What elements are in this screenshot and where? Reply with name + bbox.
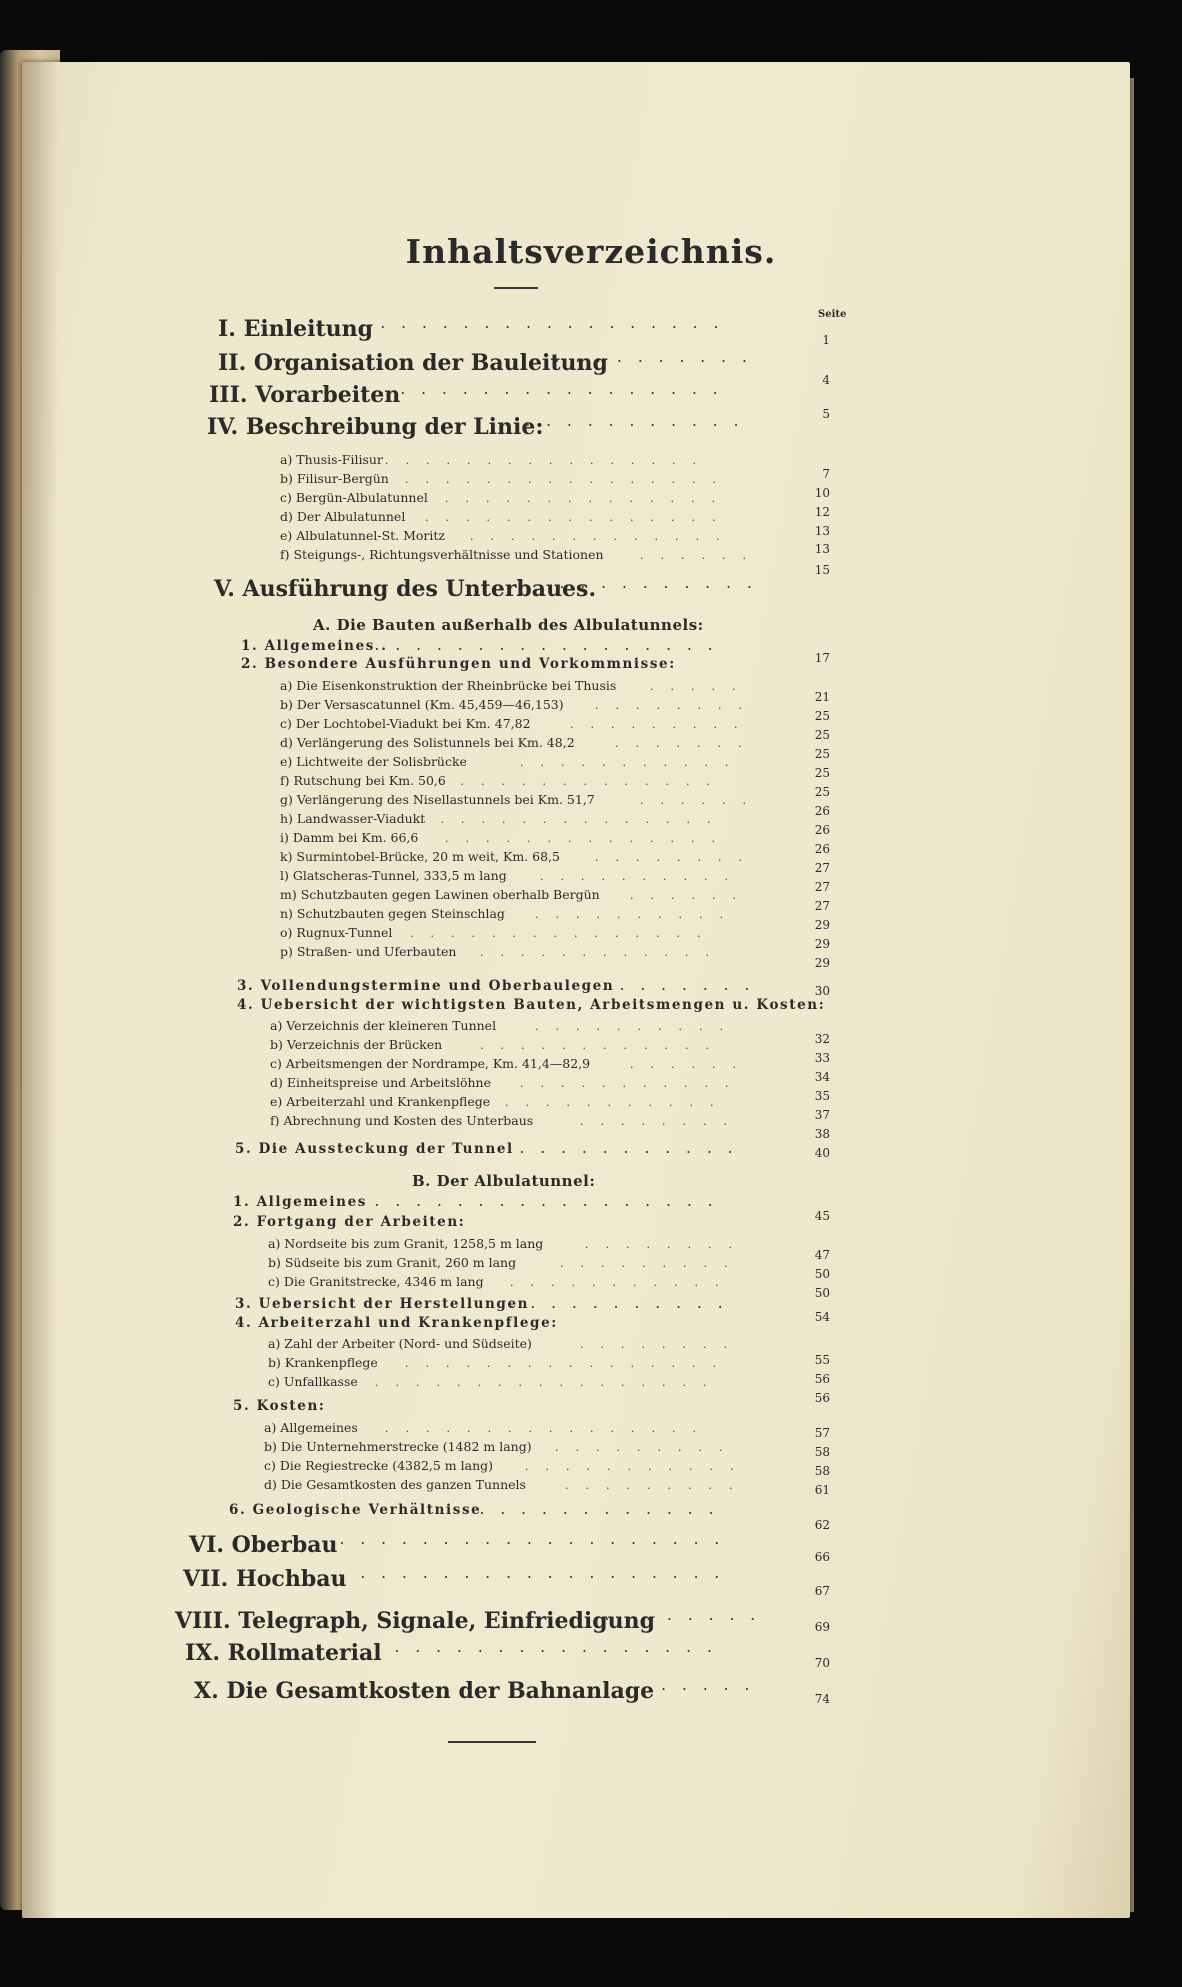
toc-entry-label: 4. Arbeiterzahl und Krankenpflege: — [235, 1315, 558, 1331]
toc-entry — [214, 576, 769, 602]
dot-leader: .......... — [535, 1020, 740, 1033]
toc-entry-label: 5. Kosten: — [233, 1398, 326, 1414]
toc-entry-label: VIII. Telegraph, Signale, Einfriedigung — [175, 1608, 655, 1634]
toc-entry — [280, 944, 726, 959]
dot-leader: ............ — [480, 946, 726, 959]
toc-entry-label: a) Verzeichnis der kleineren Tunnel — [270, 1018, 497, 1033]
dot-leader: ................. — [375, 640, 730, 653]
toc-entry-label: b) Südseite bis zum Granit, 260 m lang — [268, 1255, 517, 1270]
dot-leader: ......... — [555, 1441, 740, 1454]
page-number: 61 — [814, 1483, 830, 1497]
page-number: 27 — [814, 861, 830, 875]
page-number: 58 — [814, 1445, 830, 1459]
page-number: 69 — [814, 1620, 830, 1634]
toc-entry-label: B. Der Albulatunnel: — [412, 1172, 596, 1190]
toc-entry — [237, 978, 766, 994]
toc-entry — [280, 925, 718, 940]
toc-entry — [280, 716, 755, 731]
dot-leader: ........ — [580, 1115, 744, 1128]
toc-entry — [313, 616, 704, 634]
dot-leader: .............. — [445, 492, 732, 505]
dot-leader: ........... — [520, 756, 746, 769]
page-number: 57 — [814, 1426, 830, 1440]
dot-leader: ................ — [405, 1357, 733, 1370]
page-number: 26 — [814, 804, 830, 818]
dot-leader: ............... — [410, 927, 718, 940]
toc-entry-label: m) Schutzbauten gegen Lawinen oberhalb Bergün — [280, 887, 600, 902]
page-number: 25 — [814, 747, 830, 761]
toc-entry — [280, 471, 733, 486]
page-title: Inhaltsverzeichnis. — [405, 232, 777, 271]
dot-leader: ............... — [420, 813, 728, 826]
dot-leader: ........ — [605, 1610, 772, 1623]
toc-entry — [280, 528, 737, 543]
toc-entry-label: 2. Besondere Ausführungen und Vorkommnisse: — [241, 656, 676, 672]
toc-entry-label: b) Die Unternehmerstrecke (1482 m lang) — [264, 1439, 532, 1454]
toc-entry-label: c) Die Granitstrecke, 4346 m lang — [268, 1274, 484, 1289]
toc-entry — [280, 754, 746, 769]
seite-column-label: Seite — [818, 309, 847, 320]
toc-entry — [280, 868, 745, 883]
page-number: 13 — [814, 524, 830, 538]
dot-leader: ........... — [510, 1298, 740, 1311]
page-number: 29 — [814, 956, 830, 970]
page-number: 13 — [814, 542, 830, 556]
toc-entry-label: e) Albulatunnel-St. Moritz — [280, 528, 446, 543]
toc-entry-label: g) Verlängerung des Nisellastunnels bei Km. 51,7 — [280, 792, 595, 807]
dot-leader: ............ — [480, 1039, 726, 1052]
toc-entry-label: 1. Allgemeines — [233, 1194, 367, 1210]
toc-entry — [268, 1336, 744, 1351]
dot-leader: ...... — [640, 549, 763, 562]
toc-entry — [268, 1374, 724, 1389]
toc-entry — [270, 1037, 726, 1052]
toc-entry-label: d) Der Albulatunnel — [280, 509, 406, 524]
toc-entry-label: II. Organisation der Bauleitung — [218, 350, 608, 376]
toc-entry-label: 5. Die Aussteckung der Tunnel — [235, 1141, 514, 1157]
page-number: 67 — [814, 1584, 830, 1598]
dot-leader: ................... — [340, 1568, 736, 1581]
toc-entry — [264, 1439, 740, 1454]
dot-leader: ........... — [520, 1077, 746, 1090]
toc-entry-label: c) Arbeitsmengen der Nordrampe, Km. 41,4—82,9 — [270, 1056, 591, 1071]
toc-entry — [237, 997, 825, 1013]
toc-entry — [280, 490, 732, 505]
dot-leader: ...... — [630, 1058, 753, 1071]
toc-entry — [218, 350, 764, 376]
toc-entry-label: n) Schutzbauten gegen Steinschlag — [280, 906, 505, 921]
toc-entry-label: e) Lichtweite der Solisbrücke — [280, 754, 467, 769]
toc-entry — [270, 1113, 744, 1128]
toc-entry — [235, 1296, 740, 1312]
page-number: 58 — [814, 1464, 830, 1478]
dot-leader: ...... — [630, 889, 753, 902]
toc-entry-label: 3. Vollendungstermine und Oberbaulegen — [237, 978, 615, 994]
page-number: 32 — [814, 1032, 830, 1046]
toc-entry-label: a) Allgemeines — [264, 1420, 358, 1435]
toc-entry — [280, 811, 728, 826]
toc-entry-label: 6. Geologische Verhältnisse — [229, 1502, 482, 1518]
toc-entry-label: e) Arbeiterzahl und Krankenpflege — [270, 1094, 491, 1109]
dot-leader: ........... — [525, 1460, 751, 1473]
dot-leader: .......... — [540, 870, 745, 883]
dot-leader: ....... — [620, 980, 766, 993]
page-number: 27 — [814, 880, 830, 894]
dot-leader: ............. — [470, 530, 737, 543]
toc-entry — [264, 1420, 713, 1435]
toc-entry-label: VI. Oberbau — [189, 1532, 338, 1558]
page-number: 26 — [814, 823, 830, 837]
toc-entry — [229, 1502, 730, 1518]
toc-entry-label: f) Abrechnung und Kosten des Unterbaus — [270, 1113, 534, 1128]
toc-entry — [270, 1094, 731, 1109]
dot-leader: .......... — [555, 352, 764, 365]
toc-entry — [264, 1477, 750, 1492]
dot-leader: ................ — [385, 1422, 713, 1435]
toc-entry — [189, 1532, 736, 1558]
toc-entry — [233, 1194, 730, 1210]
page-number: 7 — [822, 467, 830, 481]
toc-entry — [233, 1398, 325, 1414]
page-number: 30 — [814, 984, 830, 998]
dot-leader: ........... — [505, 1096, 731, 1109]
dot-leader: .............. — [440, 775, 727, 788]
toc-entry — [268, 1355, 733, 1370]
toc-entry-label: 1. Allgemeines . — [241, 638, 388, 654]
toc-entry — [268, 1255, 745, 1270]
page-number: 25 — [814, 785, 830, 799]
toc-entry-label: d) Die Gesamtkosten des ganzen Tunnels — [264, 1477, 526, 1492]
dot-leader: ......... — [560, 1257, 745, 1270]
toc-entry — [280, 547, 763, 562]
toc-entry — [233, 1214, 465, 1230]
page-number: 50 — [814, 1286, 830, 1300]
page-number: 74 — [814, 1692, 830, 1706]
toc-entry-label: b) Filisur-Bergün — [280, 471, 389, 486]
dot-leader: ................. — [375, 1196, 730, 1209]
toc-entry-label: a) Thusis-Filisur — [280, 452, 383, 467]
page-number: 47 — [814, 1248, 830, 1262]
toc-entry-label: IX. Rollmaterial — [185, 1640, 382, 1666]
page-number: 25 — [814, 766, 830, 780]
toc-entry — [207, 414, 755, 440]
page-number: 33 — [814, 1051, 830, 1065]
toc-entry-label: 3. Uebersicht der Herstellungen — [235, 1296, 530, 1312]
toc-entry — [280, 906, 740, 921]
dot-leader: ......... — [570, 718, 755, 731]
dot-leader: ........... — [520, 1143, 750, 1156]
toc-entry-label: a) Nordseite bis zum Granit, 1258,5 m lang — [268, 1236, 544, 1251]
dot-leader: ................. — [380, 384, 735, 397]
toc-entry-label: a) Die Eisenkonstruktion der Rheinbrücke bei Thusis — [280, 678, 617, 693]
dot-leader: .......... — [560, 578, 769, 591]
page-number: 27 — [814, 899, 830, 913]
page-number: 26 — [814, 842, 830, 856]
page-number: 17 — [814, 651, 830, 665]
page-number: 35 — [814, 1089, 830, 1103]
toc-entry — [241, 638, 730, 654]
dot-leader: ............ — [480, 1504, 730, 1517]
toc-entry-label: IV. Beschreibung der Linie: — [207, 414, 544, 440]
toc-entry — [268, 1274, 736, 1289]
dot-leader: ................ — [385, 454, 713, 467]
toc-entry-label: a) Zahl der Arbeiter (Nord- und Südseite) — [268, 1336, 532, 1351]
toc-entry-label: V. Ausführung des Unterbaues. — [214, 576, 597, 602]
toc-entry — [194, 1678, 766, 1704]
toc-entry — [185, 1640, 729, 1666]
page-number: 12 — [814, 505, 830, 519]
dot-leader: ................ — [405, 473, 733, 486]
dot-leader: .......... — [535, 908, 740, 921]
toc-entry — [280, 792, 763, 807]
dot-leader: ........ — [595, 851, 759, 864]
toc-entry-label: 2. Fortgang der Arbeiten: — [233, 1214, 466, 1230]
toc-entry — [270, 1056, 753, 1071]
toc-entry-label: I. Einleitung — [218, 316, 373, 342]
page-number: 29 — [814, 918, 830, 932]
toc-entry — [412, 1172, 595, 1190]
toc-entry-label: c) Unfallkasse — [268, 1374, 358, 1389]
toc-entry-label: c) Der Lochtobel-Viadukt bei Km. 47,82 — [280, 716, 531, 731]
dot-leader: ....... — [620, 1680, 766, 1693]
page-number: 50 — [814, 1267, 830, 1281]
toc-entry-label: III. Vorarbeiten — [209, 382, 401, 408]
toc-entry — [209, 382, 735, 408]
dot-leader: ................. — [375, 1376, 724, 1389]
page-number: 40 — [814, 1146, 830, 1160]
toc-entry — [280, 849, 759, 864]
page-number: 34 — [814, 1070, 830, 1084]
bottom-rule — [448, 1741, 536, 1743]
page-number: 25 — [814, 709, 830, 723]
dot-leader: ........ — [595, 699, 759, 712]
page-number: 70 — [814, 1656, 830, 1670]
toc-entry-label: p) Straßen- und Uferbauten — [280, 944, 457, 959]
toc-entry-label: VII. Hochbau — [183, 1566, 347, 1592]
toc-entry — [280, 830, 732, 845]
toc-entry — [270, 1018, 740, 1033]
page-number: 21 — [814, 690, 830, 704]
toc-entry — [264, 1458, 751, 1473]
dot-leader: ............... — [425, 511, 733, 524]
spine-shadow — [22, 62, 58, 1918]
toc-entry-label: c) Bergün-Albulatunnel — [280, 490, 428, 505]
toc-entry-label: X. Die Gesamtkosten der Bahnanlage — [194, 1678, 655, 1704]
toc-entry-label: k) Surmintobel-Brücke, 20 m weit, Km. 68,5 — [280, 849, 560, 864]
toc-entry-label: h) Landwasser-Viadukt — [280, 811, 426, 826]
toc-entry-label: d) Verlängerung des Solistunnels bei Km. 48,2 — [280, 735, 575, 750]
dot-leader: ........ — [585, 1238, 749, 1251]
toc-entry — [280, 773, 727, 788]
page-number: 38 — [814, 1127, 830, 1141]
dot-leader: ..... — [650, 680, 753, 693]
dot-leader: ...... — [640, 794, 763, 807]
toc-entry-label: b) Verzeichnis der Brücken — [270, 1037, 443, 1052]
toc-entry-label: c) Die Regiestrecke (4382,5 m lang) — [264, 1458, 493, 1473]
toc-entry — [280, 887, 753, 902]
toc-entry — [241, 656, 676, 672]
page-number: 45 — [814, 1209, 830, 1223]
dot-leader: ............ — [505, 416, 755, 429]
page-number: 56 — [814, 1391, 830, 1405]
toc-entry — [175, 1608, 772, 1634]
toc-entry — [218, 316, 735, 342]
toc-entry — [280, 509, 733, 524]
page-number: 56 — [814, 1372, 830, 1386]
dot-leader: ................... — [340, 1534, 736, 1547]
toc-entry — [235, 1141, 750, 1157]
page-number: 25 — [814, 728, 830, 742]
toc-entry-label: 4. Uebersicht der wichtigsten Bauten, Arbeitsmengen u. Kosten: — [237, 997, 826, 1013]
dot-leader: ........ — [580, 1338, 744, 1351]
toc-entry-label: f) Rutschung bei Km. 50,6 — [280, 773, 446, 788]
dot-leader: .............. — [445, 832, 732, 845]
page-number: 15 — [814, 563, 830, 577]
toc-entry — [270, 1075, 746, 1090]
page-number: 55 — [814, 1353, 830, 1367]
dot-leader: ....... — [615, 737, 759, 750]
page-number: 4 — [822, 373, 830, 387]
toc-entry — [268, 1236, 749, 1251]
toc-entry — [280, 678, 753, 693]
toc-entry-label: o) Rugnux-Tunnel — [280, 925, 393, 940]
page-number: 5 — [822, 407, 830, 421]
toc-entry-label: b) Der Versascatunnel (Km. 45,459—46,153) — [280, 697, 564, 712]
toc-entry — [183, 1566, 736, 1592]
dot-leader: ........... — [510, 1276, 736, 1289]
page-number: 66 — [814, 1550, 830, 1564]
dot-leader: ......... — [565, 1479, 750, 1492]
toc-entry-label: i) Damm bei Km. 66,6 — [280, 830, 419, 845]
toc-entry-label: A. Die Bauten außerhalb des Albulatunnels: — [313, 616, 704, 634]
page-number: 62 — [814, 1518, 830, 1532]
toc-entry — [235, 1315, 558, 1331]
toc-entry — [280, 735, 759, 750]
page-number: 29 — [814, 937, 830, 951]
page-number: 10 — [814, 486, 830, 500]
toc-entry-label: f) Steigungs-, Richtungsverhältnisse und Stationen — [280, 547, 604, 562]
page-number: 37 — [814, 1108, 830, 1122]
title-underline — [494, 287, 538, 289]
dot-leader: ................ — [395, 1642, 729, 1655]
toc-entry — [280, 452, 713, 467]
dot-leader: .................. — [360, 318, 735, 331]
toc-entry — [280, 697, 759, 712]
toc-entry-label: l) Glatscheras-Tunnel, 333,5 m lang — [280, 868, 507, 883]
page-number: 1 — [822, 333, 830, 347]
page-number: 54 — [814, 1310, 830, 1324]
toc-entry-label: d) Einheitspreise und Arbeitslöhne — [270, 1075, 492, 1090]
toc-entry-label: b) Krankenpflege — [268, 1355, 378, 1370]
